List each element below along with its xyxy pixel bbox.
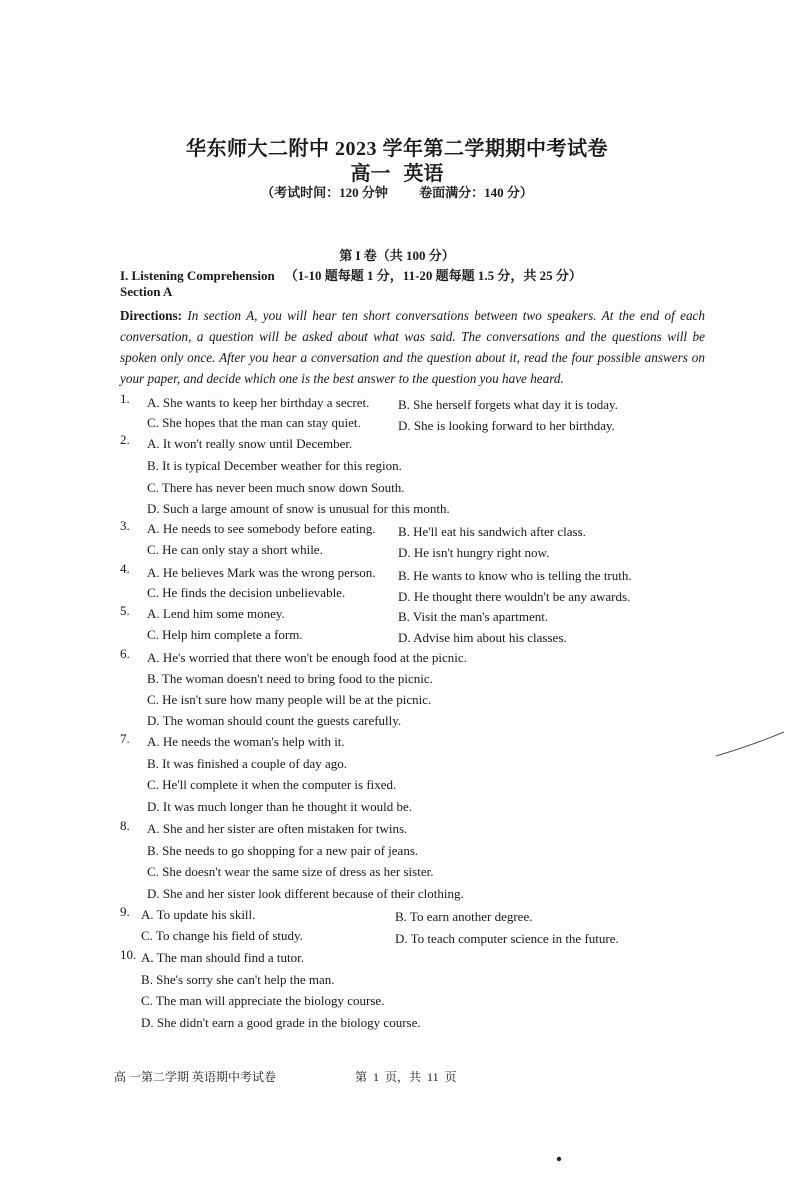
option-c: C. She hopes that the man can stay quiet. [147,415,361,430]
option-d: D. He thought there wouldn't be any awards. [398,589,631,604]
question-6 [120,646,640,732]
option-c: C. Help him complete a form. [147,627,303,642]
option-c: C. He can only stay a short while. [147,542,323,557]
question-5 [120,603,640,647]
ink-dot-mark [555,1155,563,1163]
option-a: A. She wants to keep her birthday a secret. [147,395,370,410]
option-b: B. Visit the man's apartment. [398,609,549,624]
option-a: A. He needs the woman's help with it. [147,734,345,749]
option-b: B. He'll eat his sandwich after class. [398,524,586,539]
option-a: A. Lend him some money. [147,606,285,621]
option-c: C. He'll complete it when the computer is fixed. [147,777,397,792]
exam-title: 华东师大二附中 2023 学年第二学期期中考试卷 [186,138,608,160]
question-number: 3. [120,518,130,533]
question-number: 8. [120,818,130,833]
question-number: 6. [120,646,130,661]
question-number: 4. [120,561,130,576]
question-4 [120,561,640,605]
question-10 [120,947,640,1033]
option-b: B. The woman doesn't need to bring food to the picnic. [147,671,433,686]
option-d: D. She is looking forward to her birthday. [398,418,615,433]
option-c: C. To change his field of study. [141,928,303,943]
directions-text: In section A, you will hear ten short conversations between two speakers. At the end of each conversation, a question will be asked about what was said. The conversations and the questions will be spoken only once. After you hear a conversation and the question about it, read the four possible answers on your paper, and decide which one is the best answer to the question you have heard. [120,308,705,386]
question-3 [120,518,640,562]
question-number: 1. [120,391,130,406]
exam-time: （考试时间：120 分钟 [261,185,388,200]
option-d: D. Advise him about his classes. [398,630,567,645]
question-number: 5. [120,603,130,618]
directions [120,305,705,389]
question-7 [120,731,640,817]
listening-title: I. Listening Comprehension [120,268,275,283]
part-one-heading: 第 I 卷（共 100 分） [339,248,455,263]
option-d: D. The woman should count the guests carefully. [147,713,402,728]
option-a: A. To update his skill. [141,907,256,922]
option-b: B. He wants to know who is telling the truth. [398,568,632,583]
option-d: D. She didn't earn a good grade in the biology course. [141,1015,421,1030]
full-score: 卷面满分：140 分） [419,185,533,200]
option-d: D. To teach computer science in the future. [395,931,619,946]
section-a-heading: Section A [120,284,173,299]
directions-label: Directions: [120,308,183,323]
question-8 [120,818,640,904]
option-a: A. He believes Mark was the wrong person. [147,565,376,580]
option-a: A. It won't really snow until December. [147,436,353,451]
option-c: C. He isn't sure how many people will be at the picnic. [147,692,432,707]
exam-meta [0,182,794,201]
question-number: 9. [120,904,130,919]
question-number: 7. [120,731,130,746]
option-d: D. It was much longer than he thought it would be. [147,799,413,814]
option-d: D. He isn't hungry right now. [398,545,550,560]
question-number: 2. [120,432,130,447]
option-a: A. He needs to see somebody before eating. [147,521,376,536]
footer-exam-name: 高 一第二学期 英语期中考试卷 [114,1070,277,1084]
listening-heading [120,265,582,284]
question-2 [120,432,640,518]
question-9 [120,904,640,948]
option-c: C. He finds the decision unbelievable. [147,585,346,600]
option-a: A. The man should find a tutor. [141,950,304,965]
footer-page-number: 第 1 页，共 11 页 [355,1070,457,1084]
option-b: B. She needs to go shopping for a new pair of jeans. [147,843,419,858]
option-c: C. There has never been much snow down South. [147,480,405,495]
option-b: B. She's sorry she can't help the man. [141,972,335,987]
option-a: A. She and her sister are often mistaken for twins. [147,821,408,836]
option-b: B. She herself forgets what day it is today. [398,397,618,412]
option-c: C. She doesn't wear the same size of dress as her sister. [147,864,434,879]
option-d: D. She and her sister look different because of their clothing. [147,886,464,901]
question-number: 10. [120,947,137,962]
option-c: C. The man will appreciate the biology course. [141,993,385,1008]
subject-label: 英语 [403,163,444,185]
option-b: B. To earn another degree. [395,909,533,924]
option-a: A. He's worried that there won't be enough food at the picnic. [147,650,467,665]
question-1 [120,391,640,435]
listening-points: （1-10 题每题 1 分，11-20 题每题 1.5 分，共 25 分） [284,268,582,283]
grade-label: 高一 [350,163,391,185]
pen-stroke-mark [712,728,788,762]
option-b: B. It is typical December weather for this region. [147,458,402,473]
option-b: B. It was finished a couple of day ago. [147,756,348,771]
option-d: D. Such a large amount of snow is unusual for this month. [147,501,450,516]
